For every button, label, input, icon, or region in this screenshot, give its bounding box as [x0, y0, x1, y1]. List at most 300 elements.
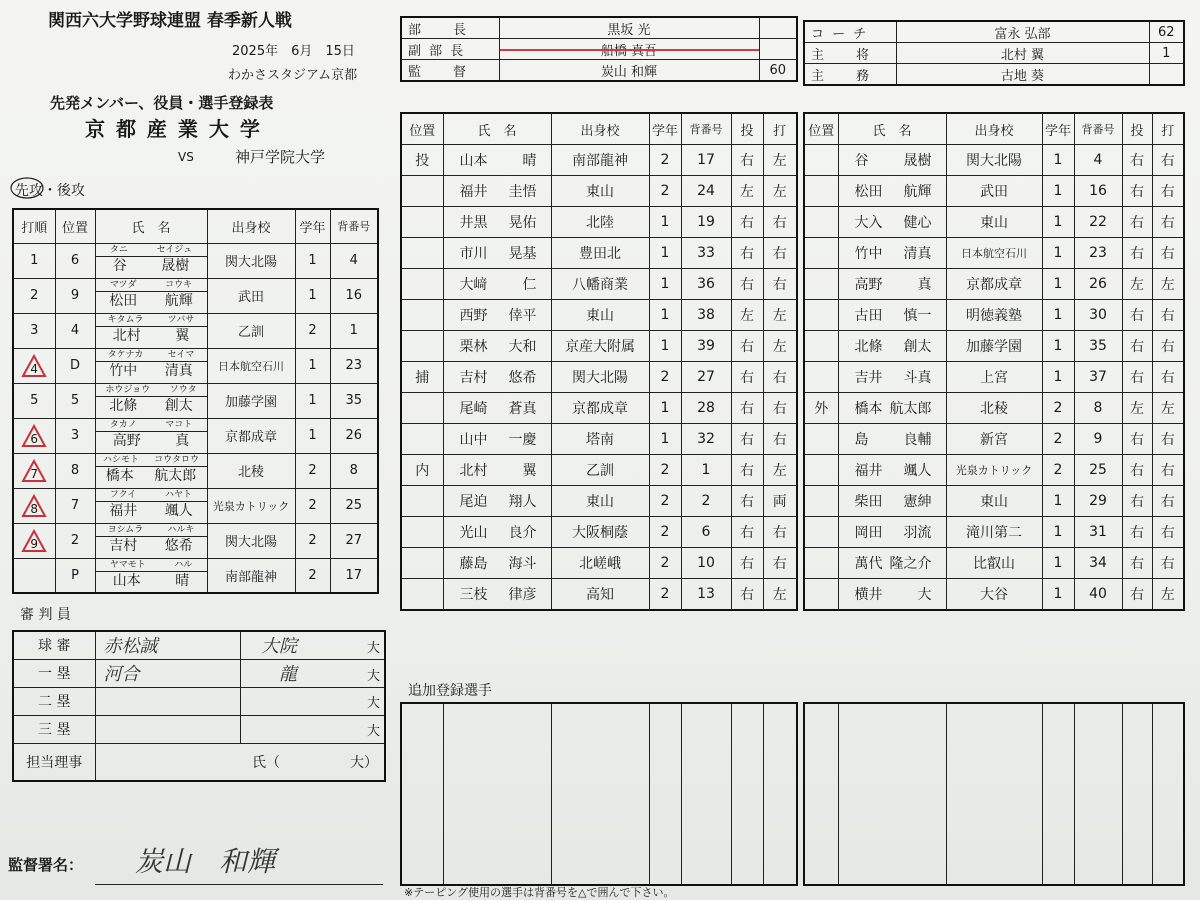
player-name	[444, 181, 551, 201]
throws-cell: 右	[731, 486, 763, 517]
staff-name: 炭山 和輝	[499, 60, 759, 82]
lineup-row	[13, 313, 378, 348]
school-cell: 明徳義塾	[946, 300, 1042, 331]
surname: 吉村	[109, 538, 138, 554]
roster-header: 学年	[1042, 113, 1074, 145]
position-group: 捕	[401, 362, 443, 393]
umpire-suffix: 大	[366, 723, 380, 739]
given-name: 創太	[164, 398, 193, 414]
opponent-name: 神戸学院大学	[235, 148, 326, 166]
number-cell: 30	[1074, 300, 1122, 331]
school-cell: 上宮	[946, 362, 1042, 393]
throws-cell: 右	[731, 145, 763, 176]
batting-order-cell: 2	[13, 278, 55, 313]
throws-cell: 右	[1122, 238, 1152, 269]
year-cell: 2	[649, 486, 681, 517]
strikethrough-line	[500, 49, 760, 51]
given-name: 翼	[522, 463, 537, 479]
surname: 栗林	[459, 339, 488, 355]
player-name	[839, 522, 946, 542]
staff-table-right	[803, 20, 1185, 86]
umpire-suffix: 大	[366, 669, 380, 684]
player-name-cell	[443, 238, 551, 269]
throws-cell: 右	[1122, 579, 1152, 611]
kana-surname: ハシモト	[103, 455, 140, 465]
given-name: 羽流	[903, 525, 932, 541]
given-name: 翔人	[508, 494, 537, 510]
number-cell: 38	[681, 300, 731, 331]
name-kana	[96, 455, 207, 467]
school-cell: 関大北陽	[207, 523, 295, 558]
player-name	[839, 398, 946, 418]
throws-cell: 右	[1122, 145, 1152, 176]
player-name	[444, 336, 551, 356]
player-name-cell	[443, 300, 551, 331]
position-group: 外	[804, 393, 838, 424]
player-name-cell	[838, 300, 946, 331]
kana-surname: タケナカ	[107, 350, 144, 360]
given-name: 真	[175, 433, 190, 449]
position-group	[401, 300, 443, 331]
year-cell: 1	[295, 383, 330, 418]
roster-row	[804, 269, 1184, 300]
number-cell: 4	[330, 243, 378, 278]
position-cell: 6	[55, 243, 95, 278]
school-cell: 武田	[207, 278, 295, 313]
name-kanji	[96, 362, 207, 381]
roster-header: 投	[1122, 113, 1152, 145]
player-name-cell	[443, 145, 551, 176]
bats-cell: 左	[763, 331, 797, 362]
number-cell: 40	[1074, 579, 1122, 611]
given-name: 颯人	[164, 503, 193, 519]
bats-cell: 右	[1152, 207, 1184, 238]
roster-row	[804, 424, 1184, 455]
year-cell: 1	[649, 269, 681, 300]
given-name: 圭悟	[508, 184, 537, 200]
player-name-cell	[443, 331, 551, 362]
staff-number	[759, 39, 797, 60]
umpire-suffix: 大	[366, 641, 380, 657]
number-cell: 23	[1074, 238, 1122, 269]
player-name	[839, 150, 946, 170]
roster-header: 位置	[804, 113, 838, 145]
position-cell: 7	[55, 488, 95, 523]
school-cell: 八幡商業	[551, 269, 649, 300]
year-cell: 1	[295, 418, 330, 453]
surname: 谷	[112, 258, 127, 274]
staff-name-text: 船橋 真吾	[600, 43, 658, 59]
number-cell: 13	[681, 579, 731, 611]
empty-cell	[804, 703, 838, 885]
position-group	[401, 548, 443, 579]
umpires-table	[12, 630, 386, 782]
umpire-position-label: 球 審	[13, 631, 95, 659]
roster-row	[804, 548, 1184, 579]
umpire-row	[13, 631, 385, 659]
position-group	[804, 207, 838, 238]
school-cell: 関大北陽	[551, 362, 649, 393]
surname: 吉村	[459, 370, 488, 386]
kana-given: ソウタ	[169, 385, 197, 395]
year-cell: 2	[649, 548, 681, 579]
roster-row	[401, 269, 797, 300]
position-group	[401, 424, 443, 455]
staff-name: 黒坂 光	[499, 17, 759, 39]
player-name-cell	[838, 269, 946, 300]
surname: 北條	[854, 339, 883, 355]
roster-header: 打	[763, 113, 797, 145]
number-cell: 34	[1074, 548, 1122, 579]
batting-order-cell	[13, 558, 55, 593]
roster-row	[804, 145, 1184, 176]
player-name-cell	[443, 269, 551, 300]
number-cell: 16	[1074, 176, 1122, 207]
staff-table-left	[400, 16, 798, 82]
year-cell: 1	[1042, 238, 1074, 269]
name-kanji	[96, 467, 207, 486]
surname: 山中	[459, 432, 488, 448]
given-name: 晟樹	[903, 153, 932, 169]
signature-label: 監督署名：	[8, 856, 84, 874]
number-cell: 8	[330, 453, 378, 488]
player-name-cell	[443, 393, 551, 424]
player-name-cell	[838, 579, 946, 611]
bats-cell: 右	[763, 207, 797, 238]
player-name-cell	[443, 486, 551, 517]
surname: 橋本	[854, 401, 883, 417]
year-cell: 1	[1042, 331, 1074, 362]
school-cell: 東山	[946, 486, 1042, 517]
roster-header: 投	[731, 113, 763, 145]
umpire-row	[13, 715, 385, 743]
position-cell: P	[55, 558, 95, 593]
position-group	[804, 517, 838, 548]
staff-name: 富永 弘部	[896, 21, 1149, 43]
throws-cell: 右	[1122, 548, 1152, 579]
player-name	[839, 274, 946, 294]
batting-order-cell	[13, 488, 55, 523]
year-cell: 2	[649, 517, 681, 548]
throws-cell: 右	[1122, 424, 1152, 455]
given-name: 憲紳	[903, 494, 932, 510]
throws-cell: 右	[1122, 176, 1152, 207]
number-cell: 17	[330, 558, 378, 593]
position-group: 内	[401, 455, 443, 486]
school-cell: 東山	[551, 486, 649, 517]
name-kana	[96, 385, 207, 397]
player-name-cell	[443, 424, 551, 455]
surname: 島	[854, 432, 869, 448]
lineup-row	[13, 278, 378, 313]
given-name: 清真	[903, 246, 932, 262]
player-name-cell	[838, 331, 946, 362]
position-group	[401, 579, 443, 611]
throws-cell: 右	[1122, 207, 1152, 238]
player-name-cell	[95, 523, 207, 558]
number-cell: 8	[1074, 393, 1122, 424]
roster-header: 背番号	[1074, 113, 1122, 145]
surname: 西野	[459, 308, 488, 324]
kana-surname: ホウジョウ	[105, 385, 151, 395]
roster-row	[401, 579, 797, 611]
school-cell: 滝川第二	[946, 517, 1042, 548]
throws-cell: 右	[731, 579, 763, 611]
position-group	[401, 176, 443, 207]
year-cell: 2	[1042, 393, 1074, 424]
throws-cell: 右	[731, 269, 763, 300]
year-cell: 2	[649, 145, 681, 176]
empty-cell	[401, 703, 443, 885]
signature-line	[95, 884, 383, 885]
batting-order-number: 6	[30, 431, 39, 446]
kana-surname: タカノ	[109, 420, 137, 430]
school-cell: 比叡山	[946, 548, 1042, 579]
surname: 松田	[854, 184, 883, 200]
given-name: 晃佑	[508, 215, 537, 231]
roster-row	[401, 517, 797, 548]
roster-row	[804, 486, 1184, 517]
school-cell: 南部龍神	[551, 145, 649, 176]
surname: 高野	[854, 277, 883, 293]
year-cell: 2	[649, 362, 681, 393]
number-cell: 17	[681, 145, 731, 176]
school-cell: 塔南	[551, 424, 649, 455]
school-cell: 大谷	[946, 579, 1042, 611]
batting-order-cell: 3	[13, 313, 55, 348]
lineup-row	[13, 523, 378, 558]
name-kanji	[96, 397, 207, 416]
roster-row	[804, 579, 1184, 611]
given-name: 翼	[175, 328, 190, 344]
player-name	[444, 305, 551, 325]
umpire-affiliation	[240, 687, 385, 715]
given-name: 海斗	[508, 556, 537, 572]
player-name	[444, 243, 551, 263]
staff-number: 60	[759, 60, 797, 82]
header-position: 位置	[55, 209, 95, 243]
batting-order-cell	[13, 348, 55, 383]
surname: 北條	[109, 398, 138, 414]
bats-cell: 左	[763, 300, 797, 331]
number-cell: 28	[681, 393, 731, 424]
number-cell: 39	[681, 331, 731, 362]
player-name-cell	[95, 313, 207, 348]
surname: 三枝	[459, 587, 488, 603]
umpire-suffix: 大	[366, 695, 380, 711]
position-group	[804, 145, 838, 176]
player-name-cell	[443, 548, 551, 579]
given-name: 蒼真	[508, 401, 537, 417]
position-group: 投	[401, 145, 443, 176]
bats-cell: 右	[1152, 455, 1184, 486]
roster-header: 学年	[649, 113, 681, 145]
given-name: 清真	[164, 363, 193, 379]
player-name	[839, 491, 946, 511]
player-name	[839, 584, 946, 604]
roster-row	[804, 362, 1184, 393]
roster-header: 背番号	[681, 113, 731, 145]
surname: 高野	[112, 433, 141, 449]
player-name-cell	[95, 418, 207, 453]
bats-cell: 右	[763, 362, 797, 393]
staff-row	[804, 43, 1184, 64]
attack-order-text: 先攻・後攻	[15, 183, 85, 199]
given-name: 悠希	[508, 370, 537, 386]
staff-role: 部 長	[401, 17, 499, 39]
kana-given: ハルキ	[167, 525, 195, 535]
year-cell: 1	[1042, 145, 1074, 176]
umpire-row	[13, 687, 385, 715]
name-kana	[96, 245, 207, 257]
year-cell: 1	[649, 207, 681, 238]
position-group	[804, 300, 838, 331]
staff-row	[804, 21, 1184, 43]
throws-cell: 右	[731, 548, 763, 579]
umpire-name: 河合	[95, 659, 240, 687]
bats-cell: 左	[763, 176, 797, 207]
name-kana	[96, 280, 207, 292]
position-group	[804, 424, 838, 455]
staff-row	[401, 39, 797, 60]
surname: 尾崎	[459, 401, 488, 417]
roster-row	[401, 207, 797, 238]
name-kana	[96, 350, 207, 362]
player-name	[444, 212, 551, 232]
kana-given: コウタロウ	[154, 455, 199, 465]
roster-row	[804, 207, 1184, 238]
throws-cell: 右	[1122, 517, 1152, 548]
name-kana	[96, 490, 207, 502]
empty-cell	[946, 703, 1042, 885]
bats-cell: 右	[1152, 300, 1184, 331]
position-group	[804, 486, 838, 517]
surname: 山本	[459, 153, 488, 169]
year-cell: 2	[295, 558, 330, 593]
taping-triangle-mark	[21, 529, 47, 553]
additional-title: 追加登録選手	[408, 683, 492, 699]
batting-order-cell: 1	[13, 243, 55, 278]
lineup-row	[13, 243, 378, 278]
staff-name	[499, 39, 759, 60]
given-name: 真	[917, 277, 932, 293]
number-cell: 10	[681, 548, 731, 579]
taping-triangle-mark	[21, 424, 47, 448]
surname: 古田	[854, 308, 883, 324]
surname: 橋本	[105, 468, 134, 484]
position-group	[804, 331, 838, 362]
position-group	[401, 331, 443, 362]
year-cell: 1	[649, 393, 681, 424]
school-cell: 武田	[946, 176, 1042, 207]
player-name	[839, 243, 946, 263]
surname: 藤島	[459, 556, 488, 572]
position-group	[401, 269, 443, 300]
lineup-row	[13, 453, 378, 488]
roster-table-left	[400, 112, 798, 611]
surname: 福井	[854, 463, 883, 479]
position-group	[401, 393, 443, 424]
lineup-row	[13, 418, 378, 453]
number-cell: 22	[1074, 207, 1122, 238]
number-cell: 1	[681, 455, 731, 486]
bats-cell: 右	[763, 393, 797, 424]
staff-number: 1	[1149, 43, 1184, 64]
position-group	[804, 548, 838, 579]
player-name-cell	[838, 486, 946, 517]
roster-row	[401, 176, 797, 207]
roster-header: 打	[1152, 113, 1184, 145]
empty-cell	[1122, 703, 1152, 885]
bats-cell: 右	[763, 238, 797, 269]
empty-cell	[443, 703, 551, 885]
player-name-cell	[443, 362, 551, 393]
game-date: 2025年 6月 15日	[232, 44, 355, 59]
given-name: 颯人	[903, 463, 932, 479]
position-group	[401, 238, 443, 269]
name-kana	[96, 560, 207, 572]
player-name-cell	[95, 558, 207, 593]
number-cell: 31	[1074, 517, 1122, 548]
number-cell: 33	[681, 238, 731, 269]
player-name	[444, 274, 551, 294]
position-group	[401, 517, 443, 548]
header-name: 氏 名	[95, 209, 207, 243]
player-name	[444, 460, 551, 480]
position-group	[804, 176, 838, 207]
roster-row	[401, 300, 797, 331]
school-cell: 南部龍神	[207, 558, 295, 593]
given-name: 晴	[175, 572, 190, 589]
staff-row	[804, 64, 1184, 86]
player-name	[839, 181, 946, 201]
additional-table-left	[400, 702, 798, 886]
staff-name: 北村 翼	[896, 43, 1149, 64]
given-name: 律彦	[508, 587, 537, 603]
umpire-row	[13, 659, 385, 687]
umpire-affiliation	[240, 659, 385, 687]
surname: 竹中	[854, 246, 883, 262]
staff-role: 副 部 長	[401, 39, 499, 60]
taping-triangle-mark	[21, 354, 47, 378]
throws-cell: 右	[731, 207, 763, 238]
kana-surname: ヨシムラ	[107, 525, 144, 535]
name-kanji	[96, 432, 207, 451]
year-cell: 2	[295, 523, 330, 558]
lineup-row	[13, 558, 378, 593]
staff-role: 監 督	[401, 60, 499, 82]
throws-cell: 右	[731, 362, 763, 393]
throws-cell: 左	[731, 176, 763, 207]
player-name-cell	[838, 455, 946, 486]
empty-cell	[838, 703, 946, 885]
surname: 福井	[109, 503, 138, 519]
surname: 井黒	[459, 215, 488, 231]
number-cell: 26	[330, 418, 378, 453]
roster-header: 出身校	[946, 113, 1042, 145]
bats-cell: 両	[763, 486, 797, 517]
year-cell: 1	[649, 238, 681, 269]
staff-role: コ ー チ	[804, 21, 896, 43]
surname: 市川	[459, 246, 488, 262]
player-name	[839, 367, 946, 387]
number-cell: 9	[1074, 424, 1122, 455]
player-name	[444, 429, 551, 449]
school-cell: 光泉カトリック	[207, 488, 295, 523]
header-number: 背番号	[330, 209, 378, 243]
throws-cell: 右	[731, 331, 763, 362]
surname: 岡田	[854, 525, 883, 541]
